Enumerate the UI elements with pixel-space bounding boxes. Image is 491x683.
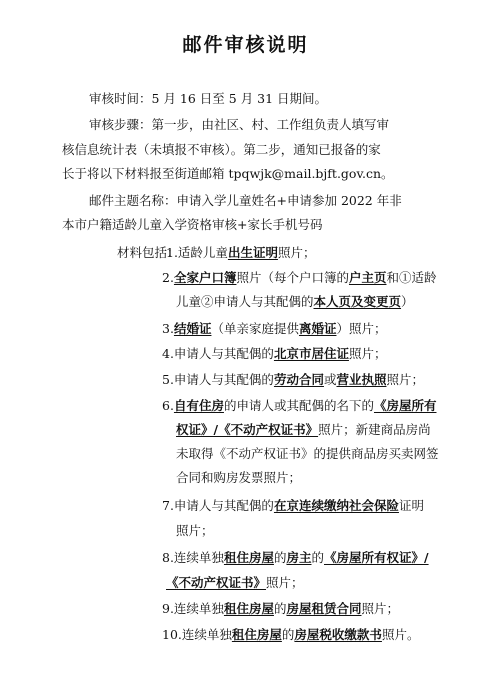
- material-text: ）照片；: [336, 321, 387, 336]
- material-text: 和①适龄: [386, 270, 437, 285]
- material-text: 9.连续单独: [162, 601, 224, 616]
- material-text: （单亲家庭提供: [211, 321, 299, 336]
- material-emphasis: 自有住房: [173, 398, 224, 413]
- material-text: 照片；: [277, 245, 316, 260]
- material-emphasis: 本人页及变更页: [313, 294, 402, 309]
- material-text: 的: [273, 550, 287, 565]
- material-text: 照片；: [361, 601, 399, 616]
- material-text: 的: [281, 627, 295, 642]
- material-text: 的: [273, 601, 287, 616]
- material-item-1: [166, 245, 315, 261]
- material-emphasis: 全家户口簿: [173, 270, 237, 285]
- material-text: 4.申请人与其配偶的: [162, 346, 274, 361]
- subject-line-1: 邮件主题名称：申请入学儿童姓名+申请参加 2022 年非: [89, 193, 402, 208]
- material-text: 的申请人或其配偶的名下的: [223, 398, 374, 413]
- material-text: 10.连续单独: [162, 627, 232, 642]
- material-item-10: [162, 627, 419, 643]
- material-text: 的: [311, 550, 324, 565]
- material-item-4: [162, 346, 386, 362]
- material-text: 照片；: [348, 346, 387, 361]
- material-item-8: [162, 550, 429, 566]
- material-emphasis: 出生证明: [227, 245, 278, 260]
- material-emphasis: 权证》/《不动产权证书》: [176, 422, 319, 437]
- material-emphasis: 离婚证: [298, 321, 337, 336]
- material-text: 照片。: [381, 627, 420, 642]
- material-item-6-cont-3: 合同和购房发票照片；: [176, 470, 302, 485]
- material-text: 7.申请人与其配偶的: [162, 498, 274, 513]
- material-emphasis: 租住房屋: [231, 627, 282, 642]
- material-item-7-cont: 照片；: [176, 523, 214, 538]
- material-text: ）: [401, 294, 414, 309]
- material-text: 照片；: [386, 372, 424, 387]
- material-text: 儿童②申请人与其配偶的: [176, 294, 314, 309]
- material-item-7: [162, 498, 424, 514]
- material-emphasis: 结婚证: [173, 321, 212, 336]
- material-item-2: [162, 270, 437, 286]
- material-text: 1.适龄儿童: [166, 245, 228, 260]
- material-emphasis: 营业执照: [336, 372, 387, 387]
- material-item-5: [162, 372, 424, 388]
- material-text: 或: [323, 372, 337, 387]
- steps-line-1: 审核步骤：第一步，由社区、村、工作组负责人填写审: [89, 117, 390, 132]
- material-item-9: [162, 601, 399, 617]
- materials-label: 材料包括：: [117, 245, 180, 260]
- material-emphasis: 北京市居住证: [273, 346, 349, 361]
- material-emphasis: 《房屋所有权证》/: [324, 550, 429, 565]
- material-emphasis: 户主页: [348, 270, 387, 285]
- material-emphasis: 《不动产权证书》: [166, 575, 267, 590]
- material-item-8-cont: [166, 575, 304, 591]
- material-text: 2.: [162, 270, 174, 285]
- subject-line-2: 本市户籍适龄儿童入学资格审核+家长手机号码: [62, 217, 323, 232]
- document-title: 邮件审核说明: [182, 34, 309, 56]
- material-item-2-cont: [176, 294, 414, 310]
- material-text: 证明: [398, 498, 424, 513]
- material-text: 5.申请人与其配偶的: [162, 372, 274, 387]
- material-emphasis: 房屋税收缴款书: [294, 627, 382, 642]
- material-emphasis: 房主: [286, 550, 312, 565]
- audit-time: [89, 91, 327, 107]
- material-text: 照片；新建商品房尚: [318, 422, 431, 437]
- material-text: 8.连续单独: [162, 550, 224, 565]
- material-item-3: [162, 321, 387, 337]
- audit-time-value: 5 月 16 日至 5 月 31 日期间。: [151, 91, 328, 106]
- steps-line-2: 核信息统计表（未填报不审核）。第二步，通知已报备的家: [62, 142, 381, 157]
- material-text: 6.: [162, 398, 174, 413]
- material-item-6: [162, 398, 436, 414]
- material-emphasis: 在京连续缴纳社会保险: [273, 498, 399, 513]
- material-text: 照片（每个户口簿的: [236, 270, 349, 285]
- audit-time-label: 审核时间：: [89, 91, 152, 106]
- material-emphasis: 租住房屋: [223, 601, 274, 616]
- material-text: 照片；: [266, 575, 304, 590]
- material-emphasis: 房屋租赁合同: [286, 601, 362, 616]
- material-item-6-cont-1: [176, 422, 431, 438]
- material-emphasis: 《房屋所有: [373, 398, 437, 413]
- steps-line-3: 长于将以下材料报至街道邮箱 tpqwjk@mail.bjft.gov.cn。: [62, 166, 394, 181]
- material-emphasis: 劳动合同: [273, 372, 324, 387]
- material-emphasis: 租住房屋: [223, 550, 274, 565]
- material-text: 3.: [162, 321, 174, 336]
- material-item-6-cont-2: 未取得《不动产权证书》的提供商品房买卖网签: [176, 446, 439, 461]
